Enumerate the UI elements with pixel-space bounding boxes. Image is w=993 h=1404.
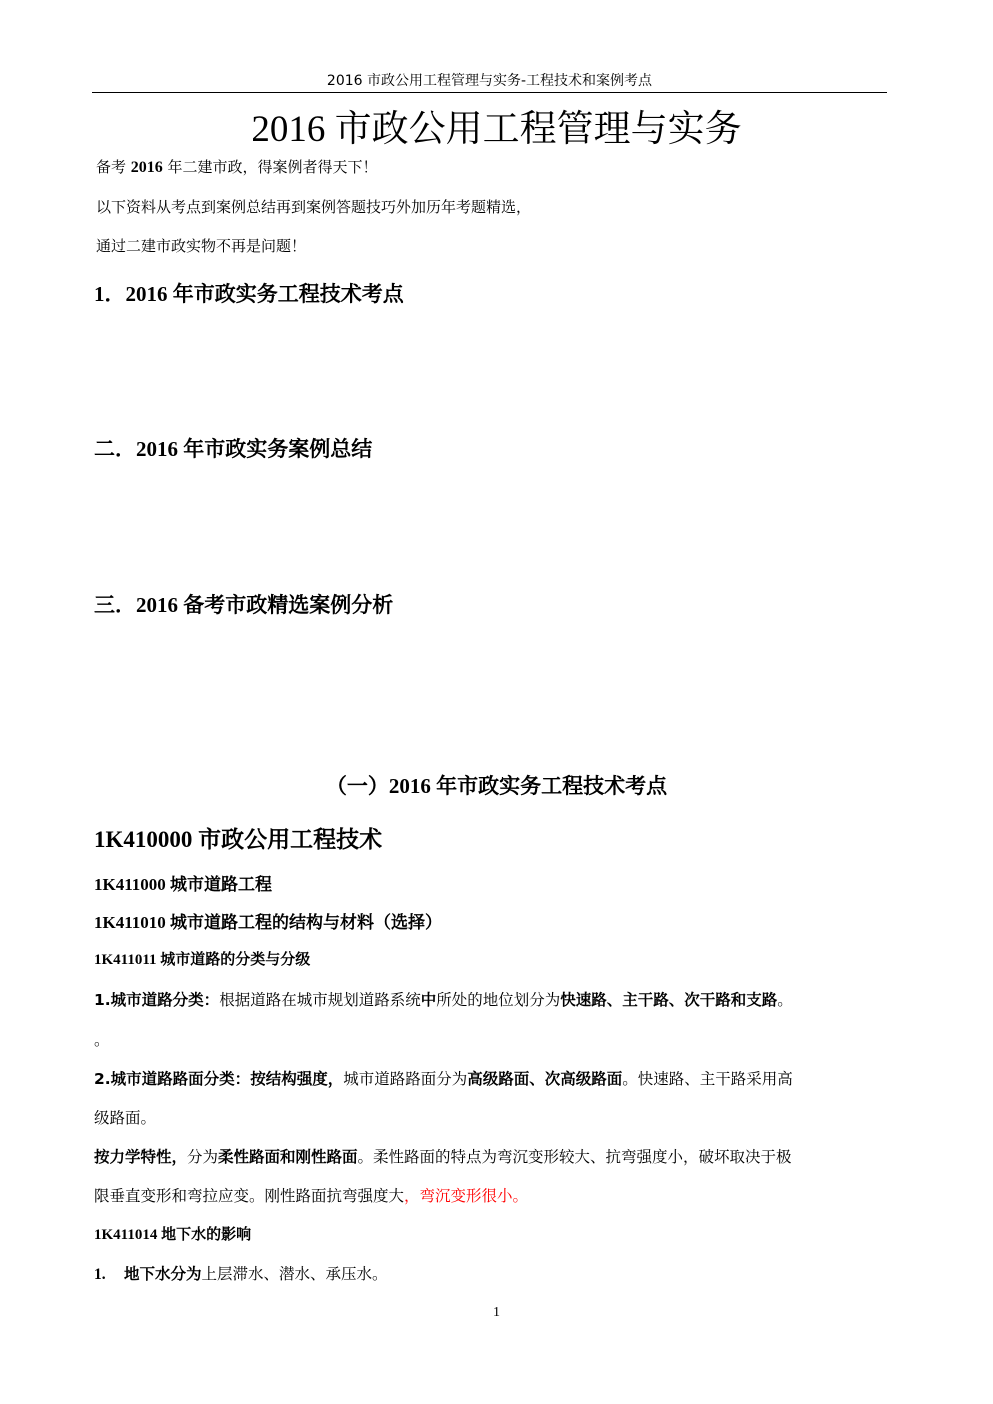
paragraph-mechanical-properties bbox=[94, 1145, 792, 1167]
document-title: 2016 市政公用工程管理与实务 bbox=[251, 109, 742, 150]
para-bold: 按结构强度， bbox=[250, 1070, 344, 1088]
paragraph-pavement-classification bbox=[94, 1067, 793, 1089]
toc-heading-1: 1．2016 年市政实务工程技术考点 bbox=[94, 282, 404, 306]
para-lead: 2.城市道路路面分类： bbox=[94, 1070, 251, 1088]
paragraph-continuation: 级路面。 bbox=[94, 1109, 157, 1127]
para-text: 。快速路、主干路采用高 bbox=[622, 1070, 793, 1088]
running-header: 2016 市政公用工程管理与实务-工程技术和案例考点 bbox=[326, 73, 653, 89]
para-text: 根据道路在城市规划道路系统 bbox=[219, 991, 421, 1009]
para-text: 所处的地位划分为 bbox=[436, 991, 561, 1009]
heading-level-3: 1K411014 地下水的影响 bbox=[94, 1227, 252, 1243]
para-bold: 地下水分为 bbox=[124, 1265, 202, 1283]
para-text: 分为 bbox=[187, 1148, 219, 1166]
page-number: 1 bbox=[493, 1305, 500, 1320]
para-lead: 按力学特性， bbox=[94, 1148, 188, 1166]
toc-heading-2: 二．2016 年市政实务案例总结 bbox=[94, 437, 373, 461]
para-text: 上层滞水、潜水、承压水。 bbox=[201, 1265, 388, 1283]
para-bold: 中 bbox=[420, 991, 437, 1009]
toc-heading-3: 三．2016 备考市政精选案例分析 bbox=[94, 593, 394, 617]
list-number: 1. bbox=[94, 1266, 106, 1283]
para-bold: 快速路、主干路、次干路和支路 bbox=[560, 991, 778, 1009]
para-text: 城市道路路面分为 bbox=[343, 1070, 468, 1088]
paragraph-groundwater bbox=[94, 1262, 388, 1284]
header-divider bbox=[92, 92, 887, 93]
intro-text: 备考 bbox=[96, 158, 131, 176]
orphan-period: 。 bbox=[94, 1031, 110, 1049]
para-text: 。 bbox=[777, 991, 793, 1009]
heading-level-2: 1K411010 城市道路工程的结构与材料（选择） bbox=[94, 913, 443, 932]
para-lead: 1.城市道路分类： bbox=[94, 991, 220, 1009]
para-text: 限垂直变形和弯拉应变。刚性路面抗弯强度大 bbox=[94, 1187, 405, 1205]
intro-year: 2016 bbox=[130, 159, 163, 176]
intro-line-1 bbox=[96, 156, 378, 177]
paragraph-continuation bbox=[94, 1184, 528, 1206]
para-bold: 柔性路面和刚性路面 bbox=[218, 1148, 358, 1166]
section-title: （一）2016 年市政实务工程技术考点 bbox=[325, 774, 668, 798]
para-text: 。柔性路面的特点为弯沉变形较大、抗弯强度小，破坏取决于极 bbox=[357, 1148, 792, 1166]
heading-level-3: 1K411011 城市道路的分类与分级 bbox=[94, 952, 311, 968]
intro-text: 年二建市政，得案例者得天下！ bbox=[162, 158, 378, 176]
red-highlight-text: ，弯沉变形很小。 bbox=[404, 1187, 529, 1205]
heading-level-1: 1K410000 市政公用工程技术 bbox=[94, 827, 383, 852]
heading-level-2: 1K411000 城市道路工程 bbox=[94, 875, 273, 894]
intro-line-2: 以下资料从考点到案例总结再到案例答题技巧外加历年考题精选， bbox=[96, 198, 532, 216]
paragraph-road-classification bbox=[94, 988, 793, 1010]
para-bold: 高级路面、次高级路面 bbox=[467, 1070, 623, 1088]
intro-line-3: 通过二建市政实物不再是问题！ bbox=[96, 237, 307, 255]
